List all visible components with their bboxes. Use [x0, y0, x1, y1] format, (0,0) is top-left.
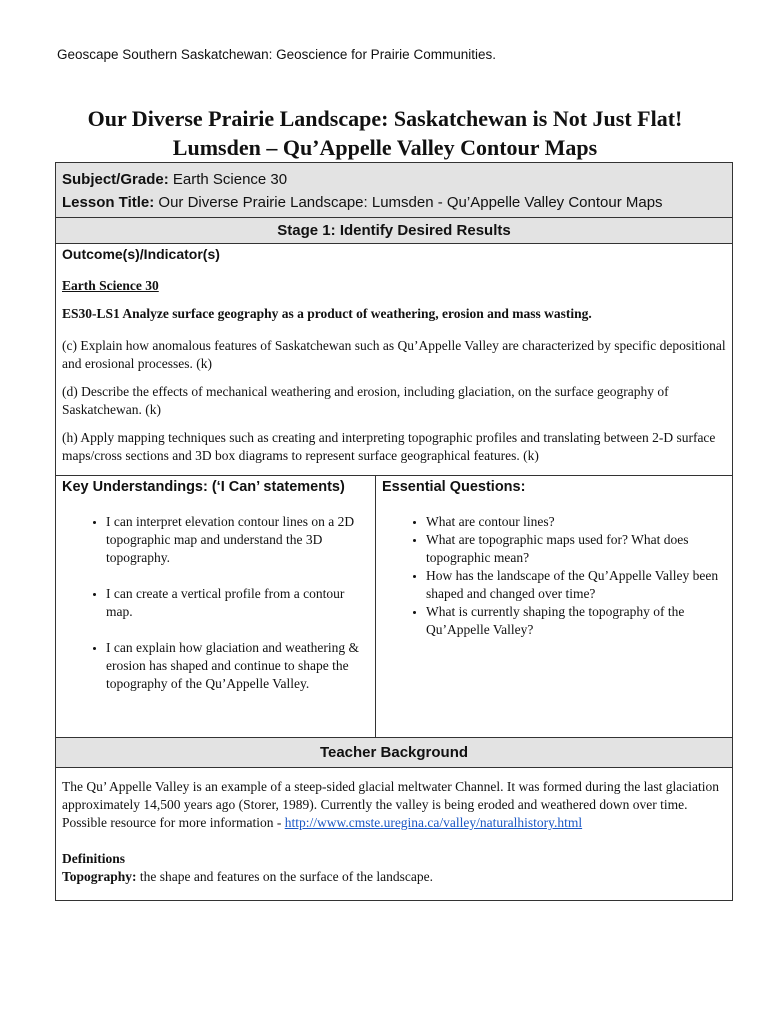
key-understandings-list [62, 513, 369, 693]
topography-term: Topography: [62, 869, 137, 884]
list-item: • What are topographic maps used for? What does topographic mean? [426, 531, 726, 567]
background-paragraph: The Qu’ Appelle Valley is an example of a steep-sided glacial meltwater Channel. It was formed during the last glaciation approximately 14,500 years ago (Storer, 1989). Currently the valley is being eroded and weathered down over time. [62, 779, 720, 812]
document-title [0, 104, 770, 162]
understandings-questions-row [56, 476, 732, 738]
topography-def: the shape and features on the surface of the landscape. [136, 869, 434, 884]
title-line-1: Our Diverse Prairie Landscape: Saskatchewan is Not Just Flat! [87, 106, 683, 131]
resource-link[interactable]: http://www.cmste.uregina.ca/valley/naturalhistory.html [284, 815, 583, 830]
course-name: Earth Science 30 [62, 278, 159, 293]
essential-questions-list [382, 513, 726, 639]
indicator-d: (d) Describe the effects of mechanical weathering and erosion, including glaciation, on the surface geography of Saskatchewan. (k) [62, 384, 669, 417]
list-item: • How has the landscape of the Qu’Appelle Valley been shaped and changed over time? [426, 567, 726, 603]
teacher-background-heading: Teacher Background [56, 738, 732, 768]
stage1-heading: Stage 1: Identify Desired Results [56, 218, 732, 244]
running-header: Geoscape Southern Saskatchewan: Geoscience for Prairie Communities. [57, 47, 496, 62]
key-understandings-heading: Key Understandings: (‘I Can’ statements) [62, 479, 345, 495]
subject-grade-line [62, 168, 726, 191]
resource-line [62, 814, 726, 832]
outcomes-label: Outcome(s)/Indicator(s) [62, 246, 220, 262]
list-item: • I can create a vertical profile from a contour map. [106, 585, 369, 621]
outcomes-section [56, 244, 732, 476]
list-item: • I can interpret elevation contour lines on a 2D topographic map and understand the 3D topography. [106, 513, 369, 567]
list-item: • What is currently shaping the topography of the Qu’Appelle Valley? [426, 603, 726, 639]
lesson-value: Our Diverse Prairie Landscape: Lumsden - Qu’Appelle Valley Contour Maps [154, 194, 663, 211]
indicator-h: (h) Apply mapping techniques such as creating and interpreting topographic profiles and translating between 2-D surface maps/cross sections and 3D box diagrams to represent surface geographical features. (k) [62, 430, 716, 463]
lesson-title-line [62, 191, 726, 214]
outcome-code: ES30-LS1 Analyze surface geography as a product of weathering, erosion and mass wasting. [62, 306, 592, 321]
title-line-2: Lumsden – Qu’Appelle Valley Contour Maps [172, 135, 598, 160]
subject-row [56, 163, 732, 218]
definitions-label: Definitions [62, 851, 126, 866]
lesson-label: Lesson Title: [62, 194, 155, 211]
essential-questions-heading: Essential Questions: [382, 479, 526, 495]
list-item: • What are contour lines? [426, 513, 726, 531]
resource-prefix: Possible resource for more information - [62, 815, 285, 830]
teacher-background-body [56, 768, 732, 900]
subject-label: Subject/Grade: [62, 171, 169, 188]
lesson-plan-table [55, 162, 733, 901]
topography-definition [62, 868, 726, 886]
list-item: • I can explain how glaciation and weathering & erosion has shaped and continue to shape the topography of the Qu’Appelle Valley. [106, 639, 369, 693]
subject-value: Earth Science 30 [168, 171, 288, 188]
essential-questions-cell [376, 476, 732, 737]
key-understandings-cell [56, 476, 376, 737]
indicator-c: (c) Explain how anomalous features of Saskatchewan such as Qu’Appelle Valley are characterized by specific depositional and erosional processes. (k) [62, 338, 726, 371]
